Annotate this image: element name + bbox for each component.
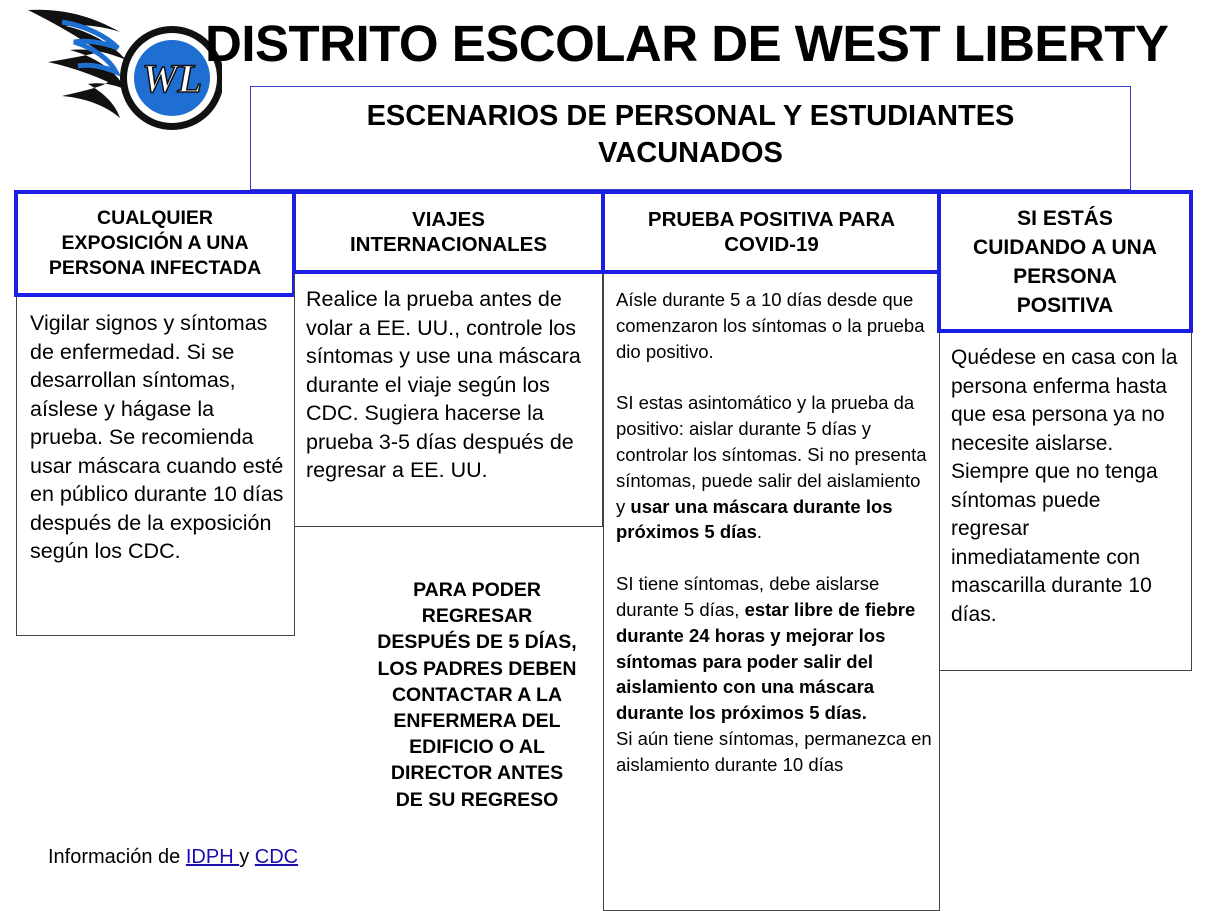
callout-line: DIRECTOR ANTES — [390, 762, 564, 785]
column-4-title-line: CUIDANDO A UNA — [973, 235, 1157, 259]
footer-prefix: Información de — [48, 846, 186, 868]
column-3-title-line: PRUEBA POSITIVA PARA — [647, 208, 896, 231]
column-3-header — [601, 190, 942, 274]
footer-sources — [48, 846, 298, 869]
column-3-title-line: COVID-19 — [724, 233, 819, 256]
subtitle-line-1: ESCENARIOS DE PERSONAL Y ESTUDIANTES — [366, 100, 1015, 132]
column-3-p2-text: SI estas asintomático y la prueba da positivo: aislar durante 5 días y controlar los síntomas. Si no presenta síntomas, puede salir del aislamiento y — [616, 392, 927, 517]
column-4-header — [937, 190, 1193, 333]
cdc-link[interactable]: CDC — [254, 846, 299, 868]
callout-line: PARA PODER — [413, 579, 541, 601]
column-3-paragraph-2 — [616, 390, 933, 545]
logo-monogram: WL — [142, 56, 202, 101]
callout-line: CONTACTAR A LA — [391, 683, 563, 706]
callout-line: DESPUÉS DE 5 DÍAS, — [377, 631, 577, 654]
callout-line: DE SU REGRESO — [395, 788, 559, 811]
column-2-header — [292, 190, 605, 274]
column-1-header — [14, 190, 296, 297]
column-4-title-line: POSITIVA — [1016, 293, 1114, 317]
column-2-title-line: VIAJES — [412, 208, 485, 231]
subtitle-line-2: VACUNADOS — [598, 137, 783, 169]
callout-line: EDIFICIO O AL — [409, 736, 545, 759]
column-1-title-line: CUALQUIER — [97, 207, 213, 229]
column-4-body — [939, 330, 1192, 671]
column-3-body — [603, 271, 940, 911]
column-3-p2-end: . — [756, 521, 762, 543]
callout-line: REGRESAR — [421, 605, 533, 628]
column-3-p3-text: SI tiene síntomas, debe aislarse durante 5 días, — [616, 573, 880, 620]
callout-line: LOS PADRES DEBEN — [377, 657, 577, 680]
column-1-title-line: EXPOSICIÓN A UNA — [61, 232, 249, 254]
column-3-paragraph-1: Aísle durante 5 a 10 días desde que comenzaron los síntomas o la prueba dio positivo. — [616, 289, 925, 362]
column-1-body — [16, 294, 295, 636]
subtitle-box — [250, 86, 1131, 190]
callout-line: ENFERMERA DEL — [393, 710, 561, 733]
idph-link[interactable]: IDPH — [185, 846, 240, 868]
return-callout — [358, 577, 596, 813]
column-4-title-line: SI ESTÁS — [1017, 206, 1113, 230]
district-logo — [22, 2, 222, 142]
column-4-title-line: PERSONA — [1013, 264, 1117, 288]
column-2-text: Realice la prueba antes de volar a EE. UU., controle los síntomas y use una máscara durante el viaje según los CDC. Sugiera hacerse la prueba 3-5 días después de regresar a EE. UU. — [306, 287, 581, 482]
column-3-paragraph-4: Si aún tiene síntomas, permanezca en aislamiento durante 10 días — [616, 727, 932, 775]
page-title: DISTRITO ESCOLAR DE WEST LIBERTY — [205, 15, 1169, 72]
column-2-title-line: INTERNACIONALES — [349, 233, 548, 256]
column-3-p2-bold: usar una máscara durante los próximos 5 días — [616, 495, 893, 543]
column-3-paragraph-3 — [616, 571, 933, 726]
column-4-text: Quédese en casa con la persona enferma hasta que esa persona ya no necesite aislarse. Siempre que no tenga síntomas puede regresar inmediatamente con mascarilla durante 10 días. — [951, 346, 1178, 626]
column-3-p3-bold: estar libre de fiebre durante 24 horas y mejorar los síntomas para poder salir del aislamiento con una máscara durante los próximos 5 días. — [616, 598, 916, 724]
column-1-title-line: PERSONA INFECTADA — [48, 257, 262, 279]
column-1-text: Vigilar signos y síntomas de enfermedad. Si se desarrollan síntomas, aíslese y hágase la prueba. Se recomienda usar máscara cuando esté en público durante 10 días después de la exposición según los CDC. — [30, 311, 284, 563]
column-2-body — [294, 271, 603, 527]
footer-connector: y — [239, 846, 255, 868]
